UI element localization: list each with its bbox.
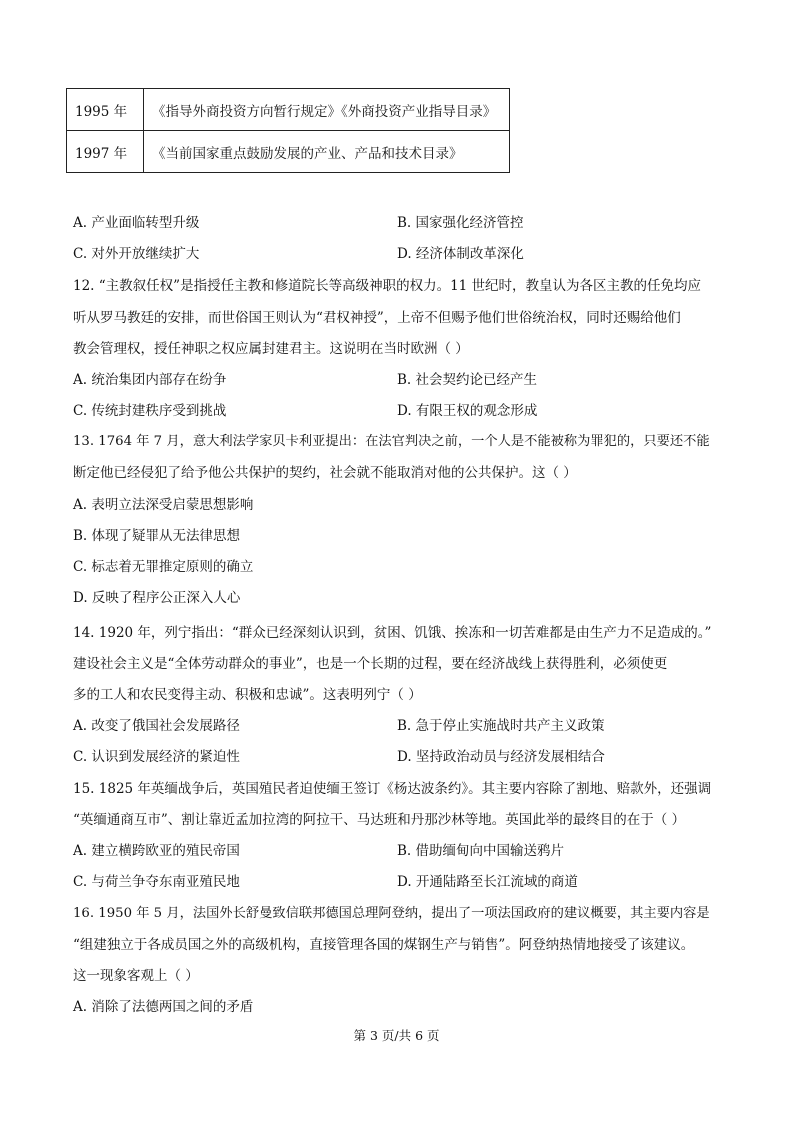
table-cell-year: 1997 年 <box>67 131 144 173</box>
q11-option-c: C. 对外开放继续扩大 <box>73 246 200 262</box>
q12-option-a: A. 统治集团内部存在纷争 <box>73 372 227 388</box>
q13-stem-line-1: 13. 1764 年 7 月，意大利法学家贝卡利亚提出：在法官判决之前，一个人是不能被称为罪犯的，只要还不能 <box>73 434 710 449</box>
table-row <box>67 89 510 131</box>
q14-stem-line-3: 多的工人和农民变得主动、积极和忠诚”。这表明列宁（ ） <box>73 687 422 703</box>
q13-option-b: B. 体现了疑罪从无法律思想 <box>73 528 241 544</box>
q16-stem-line-2: “组建独立于各成员国之外的高级机构，直接管理各国的煤钢生产与销售”。阿登纳热情地接受了该建议。 <box>73 937 695 953</box>
q11-option-b: B. 国家强化经济管控 <box>397 215 524 231</box>
table-row <box>67 131 510 173</box>
q13-option-c: C. 标志着无罪推定原则的确立 <box>73 559 254 575</box>
q16-stem-line-3: 这一现象客观上（ ） <box>73 968 199 984</box>
q12-stem-line-2: 听从罗马教廷的安排，而世俗国王则认为“君权神授”，上帝不但赐予他们世俗统治权，同时还赐给他们 <box>73 310 681 326</box>
policy-table <box>66 88 510 173</box>
q13-option-a: A. 表明立法深受启蒙思想影响 <box>73 497 254 513</box>
q16-option-a: A. 消除了法德两国之间的矛盾 <box>73 999 254 1015</box>
q11-option-a: A. 产业面临转型升级 <box>73 215 200 231</box>
q12-stem-line-3: 教会管理权，授任神职之权应属封建君主。这说明在当时欧洲（ ） <box>73 341 469 357</box>
q13-option-d: D. 反映了程序公正深入人心 <box>73 590 241 606</box>
q15-stem-line-2: “英缅通商互市”、割让靠近孟加拉湾的阿拉干、马达班和丹那沙林等地。英国此举的最终目的在于（ ） <box>73 812 686 828</box>
q15-option-d: D. 开通陆路至长江流域的商道 <box>397 874 578 890</box>
q15-option-a: A. 建立横跨欧亚的殖民帝国 <box>73 843 240 859</box>
table-cell-content: 《指导外商投资方向暂行规定》《外商投资产业指导目录》 <box>144 89 510 131</box>
q15-option-c: C. 与荷兰争夺东南亚殖民地 <box>73 874 240 890</box>
q15-stem-line-1: 15. 1825 年英缅战争后，英国殖民者迫使缅王签订《杨达波条约》。其主要内容除了割地、赔款外，还强调 <box>73 781 712 797</box>
q14-option-c: C. 认识到发展经济的紧迫性 <box>73 749 240 765</box>
q12-option-c: C. 传统封建秩序受到挑战 <box>73 403 227 419</box>
q12-option-b: B. 社会契约论已经产生 <box>397 372 538 388</box>
q15-option-b: B. 借助缅甸向中国输送鸦片 <box>397 843 565 859</box>
q14-stem-line-1: 14. 1920 年，列宁指出：“群众已经深刻认识到，贫困、饥饿、挨冻和一切苦难都是由生产力不足造成的。” <box>73 625 712 641</box>
page-footer: 第 3 页/共 6 页 <box>353 1028 440 1043</box>
q12-option-d: D. 有限王权的观念形成 <box>397 403 538 419</box>
q13-stem-line-2: 断定他已经侵犯了给予他公共保护的契约，社会就不能取消对他的公共保护。这（ ） <box>73 465 577 481</box>
q12-stem-line-1: 12. “主教叙任权”是指授任主教和修道院长等高级神职的权力。11 世纪时，教皇认为各区主教的任免均应 <box>73 278 702 294</box>
table-cell-content: 《当前国家重点鼓励发展的产业、产品和技术目录》 <box>144 131 510 173</box>
q16-stem-line-1: 16. 1950 年 5 月，法国外长舒曼致信联邦德国总理阿登纳，提出了一项法国政府的建议概要，其主要内容是 <box>73 906 710 921</box>
q14-option-a: A. 改变了俄国社会发展路径 <box>73 718 240 734</box>
q14-option-b: B. 急于停止实施战时共产主义政策 <box>397 718 605 734</box>
table-cell-year: 1995 年 <box>67 89 144 131</box>
q14-option-d: D. 坚持政治动员与经济发展相结合 <box>397 749 605 765</box>
q14-stem-line-2: 建设社会主义是“全体劳动群众的事业”，也是一个长期的过程，要在经济战线上获得胜利，必须使更 <box>73 656 668 672</box>
q11-option-d: D. 经济体制改革深化 <box>397 246 524 262</box>
